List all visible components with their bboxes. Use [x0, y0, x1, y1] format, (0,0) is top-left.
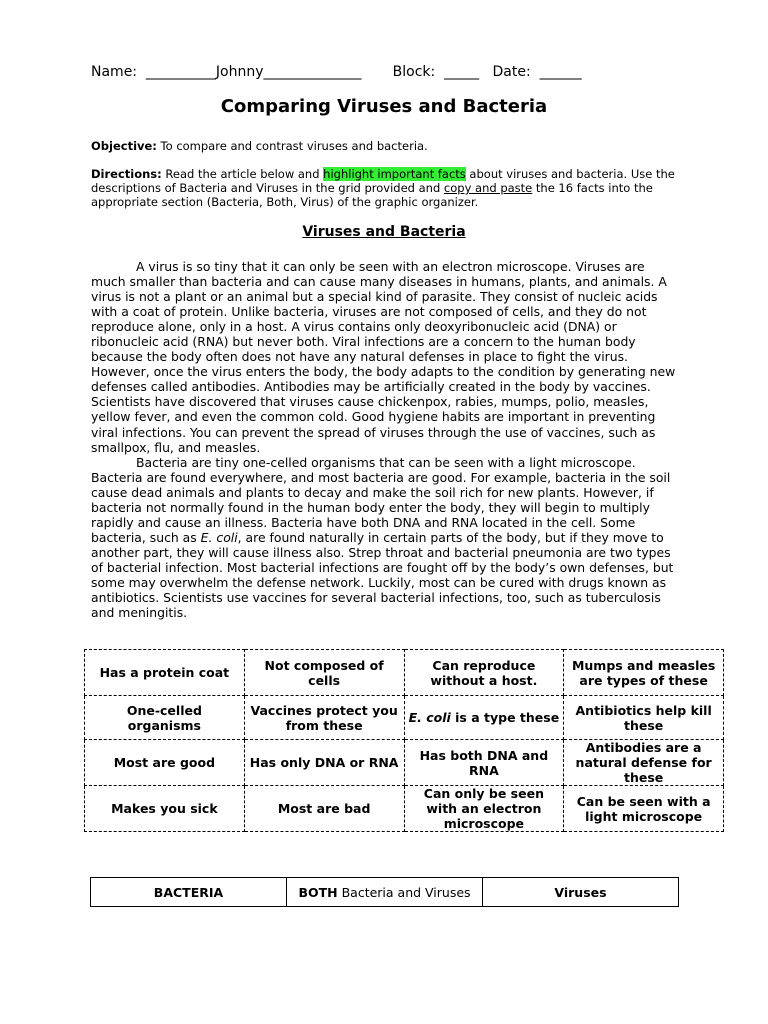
directions-label: Directions: [91, 167, 162, 181]
directions-text-2: about viruses and bacteria. Use the descriptions of Bacteria and Viruses in the grid provided and [91, 167, 675, 195]
facts-row [85, 650, 724, 696]
directions-text-1: Read the article below and [161, 167, 324, 181]
fact-card[interactable]: Antibodies are a natural defense for these [564, 740, 724, 786]
organizer-both-text: Bacteria and Viruses [337, 884, 471, 900]
fact-card[interactable]: Has only DNA or RNA [244, 740, 404, 786]
article-text: , are found naturally in certain parts of the body, but if they move to another part, they will cause illness also. Strep throat and bacterial pneumonia are two types of bacterial infection. Most bacterial infections are fought off by the body’s own defenses, but some may overwhelm the defense network. Luckily, most can be cured with drugs known as antibiotics. Scientists use vaccines for several bacterial infections, too, such as tuberculosis and meningitis. [91, 529, 674, 621]
fact-card[interactable]: Can reproduce without a host. [404, 650, 564, 696]
organizer-bacteria-header[interactable]: BACTERIA [91, 878, 287, 907]
fact-card[interactable]: Vaccines protect you from these [244, 696, 404, 740]
objective-text: To compare and contrast viruses and bacteria. [156, 139, 428, 153]
fact-card[interactable]: Mumps and measles are types of these [564, 650, 724, 696]
fact-card[interactable]: One-celled organisms [85, 696, 245, 740]
directions-text-3: the 16 facts into the appropriate section (Bacteria, Both, Virus) of the graphic organizer. [91, 181, 653, 209]
article-text: Bacteria are tiny one-celled organisms that can be seen with a light microscope. Bacteria are found everywhere, and most bacteria are good. For example, bacteria in the soil cause dead animals and plants to decay and make the soil rich for new plants. However, if bacteria not normally found in the human body enter the body, they will begin to multiply rapidly and cause an illness. Bacteria have both DNA and RNA located in the cell. Some bacteria, such as [91, 454, 671, 545]
organizer-both-header[interactable] [287, 878, 483, 907]
fact-card[interactable]: Has a protein coat [85, 650, 245, 696]
fact-card[interactable]: Can only be seen with an electron microscope [404, 786, 564, 832]
graphic-organizer [90, 877, 679, 907]
objective-label: Objective: [91, 139, 157, 153]
organizer-viruses-header[interactable]: Viruses [483, 878, 679, 907]
fact-ecoli: E. coli [408, 710, 451, 725]
ecoli-text: E. coli [200, 529, 238, 545]
fact-card[interactable]: Most are good [85, 740, 245, 786]
fact-card[interactable]: Makes you sick [85, 786, 245, 832]
directions [91, 167, 681, 209]
page-title: Comparing Viruses and Bacteria [220, 96, 548, 117]
facts-row [85, 696, 724, 740]
header-line: Name: __________Johnny______________ Block: _____ Date: ______ [91, 64, 582, 80]
fact-card[interactable]: Most are bad [244, 786, 404, 832]
directions-underline: copy and paste [443, 181, 533, 195]
fact-card[interactable]: Can be seen with a light microscope [564, 786, 724, 832]
fact-text: is a type these [450, 710, 560, 725]
article-paragraph-viruses: A virus is so tiny that it can only be seen with an electron microscope. Viruses are much smaller than bacteria and can cause many diseases in humans, plants, and animals. A virus is not a plant or an animal but a special kind of parasite. They consist of nucleic acids with a coat of protein. Unlike bacteria, viruses are not composed of cells, and they do not reproduce alone, only in a host. A virus contains only deoxyribonucleic acid (DNA) or ribonucleic acid (RNA) but never both. Viral infections are a concern to the human body because the body often does not have any natural defenses in place to fight the virus. However, once the virus enters the body, the body adapts to the condition by generating new defenses called antibodies. Antibodies may be artificially created in the body by vaccines. Scientists have discovered that viruses cause chickenpox, rabies, mumps, polio, measles, yellow fever, and even the common cold. Good hygiene habits are important in preventing viral infections. You can prevent the spread of viruses through the use of vaccines, such as smallpox, flu, and measles. [91, 259, 676, 455]
fact-card[interactable]: Antibiotics help kill these [564, 696, 724, 740]
article-heading: Viruses and Bacteria [302, 224, 466, 240]
facts-row [85, 786, 724, 832]
article-paragraph-bacteria [91, 455, 683, 621]
organizer-header-row [91, 878, 679, 907]
organizer-both-bold: BOTH [298, 884, 338, 900]
facts-grid [84, 649, 724, 832]
objective [91, 139, 428, 153]
article-body [91, 259, 683, 620]
facts-row [85, 740, 724, 786]
fact-card[interactable] [404, 696, 564, 740]
directions-highlight: highlight important facts [323, 167, 466, 181]
fact-card[interactable]: Has both DNA and RNA [404, 740, 564, 786]
fact-card[interactable]: Not composed of cells [244, 650, 404, 696]
